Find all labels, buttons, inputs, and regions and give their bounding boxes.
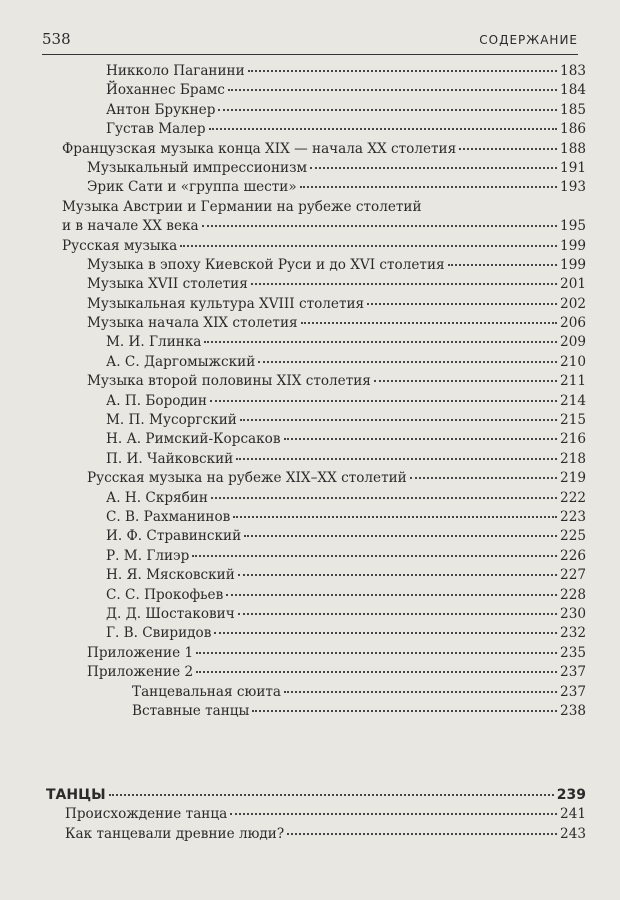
toc-entry [0,566,586,585]
toc-entry-page: 184 [560,82,586,99]
toc-entry [0,786,586,805]
dot-leader [251,282,557,285]
toc-entry [0,198,586,237]
dot-leader [218,108,557,111]
toc-entry [0,333,586,352]
dot-leader [236,457,557,460]
toc-entry [0,527,586,546]
dot-leader [211,496,557,499]
toc-entry-page: 202 [560,295,586,312]
toc-entry [0,275,586,294]
dot-leader [109,793,554,796]
toc-entry-page: 199 [560,256,586,273]
page-number: 538 [42,30,71,48]
toc-entry-title: Д. Д. Шостакович [106,605,235,622]
toc-entry-title: Антон Брукнер [106,101,216,118]
toc-entry-title: Р. М. Глиэр [106,547,190,564]
toc-entry-title: Н. А. Римский-Корсаков [106,431,281,448]
toc-entry-page: 191 [560,159,586,176]
dot-leader [252,709,557,712]
dot-leader [284,690,557,693]
toc-entry [0,159,586,178]
dot-leader [284,437,558,440]
toc-entry-title: Музыка в эпоху Киевской Руси и до XVI столетия [87,256,445,273]
toc-entry [0,702,586,721]
toc-entry [0,508,586,527]
toc-entry-page: 211 [560,373,586,390]
toc-entry-page: 227 [560,567,586,584]
toc-entry-page: 214 [560,392,586,409]
dot-leader [240,418,557,421]
dot-leader [214,631,557,634]
toc-entry-title: М. П. Мусоргский [106,412,237,429]
toc-entry-title: И. Ф. Стравинский [106,528,242,545]
toc-entry-page: 219 [560,470,586,487]
toc-entry-page: 216 [560,431,586,448]
toc-entry-title: Музыка XVII столетия [87,276,248,293]
toc-entry [0,120,586,139]
toc-entry [0,353,586,372]
toc-entry-page: 230 [560,605,586,622]
toc-entry-page: 186 [560,121,586,138]
toc-entry-title: Как танцевали древние люди? [65,825,285,842]
toc-entry [0,644,586,663]
dot-leader [180,244,557,247]
dot-leader [196,670,557,673]
toc-entry-title: А. П. Бородин [106,392,207,409]
toc-entry [0,547,586,566]
toc-entry-page: 222 [560,489,586,506]
toc-entry [0,489,586,508]
toc-entry-title: С. С. Прокофьев [106,586,224,603]
toc-entry-page: 201 [560,276,586,293]
dot-leader [228,88,557,91]
dot-leader [233,515,557,518]
dot-leader [448,263,557,266]
page-header [42,30,578,55]
toc-entry-title: Н. Я. Мясковский [106,567,235,584]
toc-entry-page: 239 [556,787,586,803]
toc-entry [0,62,586,81]
toc-entry-page: 193 [560,179,586,196]
dot-leader [204,340,557,343]
toc-entry-title: Вставные танцы [132,702,250,719]
table-of-contents-dances [0,786,620,844]
toc-entry [0,372,586,391]
toc-entry-page: 215 [560,412,586,429]
toc-entry-page: 185 [560,101,586,118]
toc-entry-page: 226 [560,547,586,564]
toc-entry-title: Музыкальный импрессионизм [87,159,308,176]
toc-entry [0,450,586,469]
dot-leader [238,612,557,615]
toc-entry-title: ТАНЦЫ [46,787,106,803]
toc-entry-title: Г. В. Свиридов [106,625,212,642]
toc-entry-title: Эрик Сати и «группа шести» [87,179,297,196]
toc-entry [0,392,586,411]
toc-entry [0,805,586,824]
toc-entry [0,469,586,488]
toc-entry [0,411,586,430]
toc-entry-page: 195 [560,218,586,235]
dot-leader [238,573,557,576]
toc-entry-title: Приложение 1 [87,644,194,661]
dot-leader [226,593,557,596]
toc-entry-page: 228 [560,586,586,603]
dot-leader [248,69,557,72]
dot-leader [192,554,557,557]
dot-leader [244,534,557,537]
toc-entry-page: 188 [560,140,586,157]
toc-entry-title: Густав Малер [106,121,206,138]
toc-entry-page: 237 [560,683,586,700]
toc-entry-page: 206 [560,315,586,332]
toc-entry-page: 223 [560,508,586,525]
toc-entry [0,81,586,100]
dot-leader [287,832,557,835]
toc-entry [0,624,586,643]
toc-entry-page: 183 [560,63,586,79]
dot-leader [258,360,557,363]
toc-entry-title: П. И. Чайковский [106,450,234,467]
toc-entry-title: А. Н. Скрябин [106,489,208,506]
toc-entry [0,586,586,605]
toc-entry-page: 199 [560,237,586,254]
toc-entry-title: А. С. Даргомыжский [106,353,256,370]
toc-entry-title: Музыкальная культура XVIII столетия [87,295,365,312]
toc-entry-page: 241 [560,806,586,823]
toc-entry [0,237,586,256]
toc-entry [0,295,586,314]
toc-entry-page: 235 [560,644,586,661]
toc-entry-page: 243 [560,825,586,842]
toc-entry-title: Приложение 2 [87,664,194,681]
toc-entry-title-cont: и в начале XX века [62,218,199,235]
toc-entry-page: 238 [560,702,586,719]
dot-leader [374,379,557,382]
toc-entry [0,825,586,844]
toc-entry-page: 209 [560,334,586,351]
dot-leader [410,476,557,479]
toc-entry [0,314,586,333]
table-of-contents [0,62,620,721]
toc-entry-title: Музыка Австрии и Германии на рубеже столетий [62,198,422,215]
dot-leader [459,147,557,150]
toc-entry-title: Русская музыка на рубеже XIX–XX столетий [87,470,407,487]
toc-entry-title: Музыка начала XIX столетия [87,315,298,332]
toc-entry-page: 218 [560,450,586,467]
toc-entry-page: 210 [560,353,586,370]
dot-leader [367,302,557,305]
dot-leader [310,166,557,169]
toc-entry [0,256,586,275]
toc-entry-page: 237 [560,664,586,681]
toc-entry-title: Никколо Паганини [106,63,245,79]
toc-entry-page: 232 [560,625,586,642]
toc-entry [0,178,586,197]
toc-entry [0,101,586,120]
dot-leader [301,321,557,324]
toc-entry [0,683,586,702]
dot-leader [300,185,557,188]
dot-leader [202,224,557,227]
toc-entry [0,430,586,449]
dot-leader [230,812,557,815]
dot-leader [196,651,557,654]
toc-entry-title: С. В. Рахманинов [106,508,231,525]
toc-entry [0,140,586,159]
toc-entry-title: Йоханнес Брамс [106,82,225,99]
running-head: СОДЕРЖАНИЕ [479,33,578,47]
toc-entry [0,605,586,624]
toc-entry-title: Музыка второй половины XIX столетия [87,373,371,390]
toc-entry-title: М. И. Глинка [106,334,202,351]
toc-entry [0,663,586,682]
dot-leader [210,399,557,402]
dot-leader [209,127,557,130]
toc-entry-page: 225 [560,528,586,545]
toc-entry-title: Французская музыка конца XIX — начала XX столетия [62,140,457,157]
toc-entry-title: Русская музыка [62,237,178,254]
toc-entry-title: Танцевальная сюита [132,683,282,700]
toc-entry-title: Происхождение танца [65,806,228,823]
